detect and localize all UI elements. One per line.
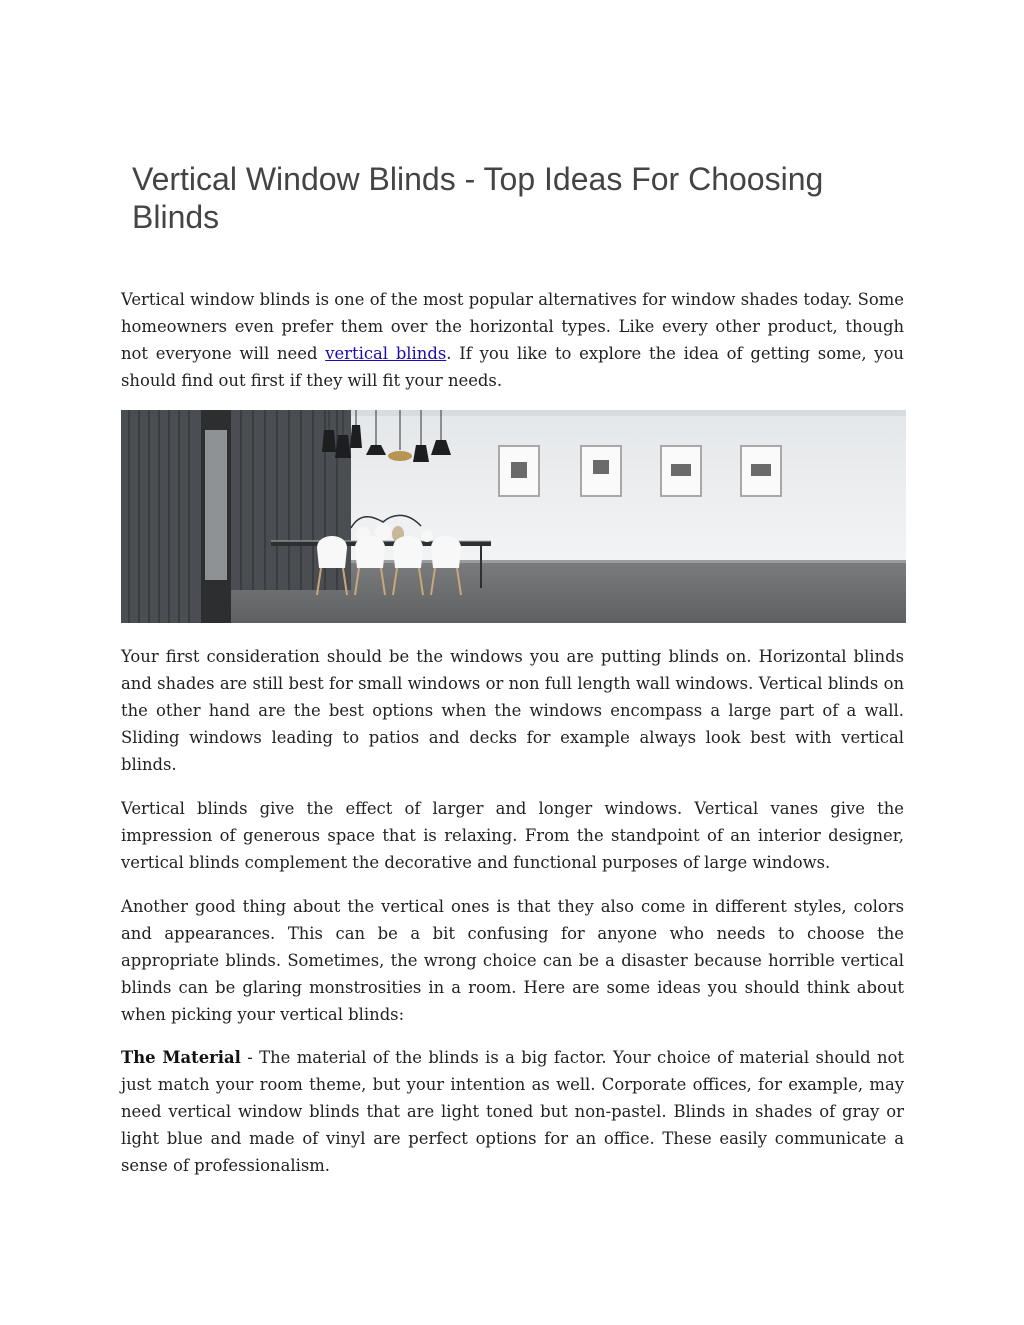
material-paragraph (121, 1044, 904, 1179)
styles-paragraph: Another good thing about the vertical ones is that they also come in different styles, colors and appearances. This can be a bit confusing for anyone who needs to choose the appropriate blinds. Sometimes, the wrong choice can be a disaster because horrible vertical blinds can be glaring monstrosities in a room. Here are some ideas you should think about when picking your vertical blinds: (121, 897, 904, 1024)
material-text: - The material of the blinds is a big factor. Your choice of material should not just match your room theme, but your intention as well. Corporate offices, for example, may need vertical window blinds that are light toned but non-pastel. Blinds in shades of gray or light blue and made of vinyl are perfect options for an office. These easily communicate a sense of professionalism. (121, 1048, 904, 1175)
vertical-blinds-link[interactable]: vertical blinds (325, 344, 447, 363)
material-heading: The Material (121, 1048, 241, 1067)
intro-text-end: . If you like to explore the idea of getting some, you should find out first if they will fit your needs. (121, 344, 904, 390)
windows-paragraph: Your first consideration should be the windows you are putting blinds on. Horizontal blinds and shades are still best for small windows or non full length wall windows. Vertical blinds on the other hand are the best options when the windows encompass a large part of a wall. Sliding windows leading to patios and decks for example always look best with vertical blinds. (121, 647, 904, 774)
intro-text-start: Vertical window blinds is one of the most popular alternatives for window shades today. Some homeowners even prefer them over the horizontal types. Like every other product, though not everyone will need (121, 290, 904, 363)
effect-paragraph: Vertical blinds give the effect of larger and longer windows. Vertical vanes give the impression of generous space that is relaxing. From the standpoint of an interior designer, vertical blinds complement the decorative and functional purposes of large windows. (121, 799, 904, 872)
intro-paragraph (121, 286, 904, 394)
room-with-vertical-blinds-photo (121, 410, 906, 623)
page-title: Vertical Window Blinds - Top Ideas For Choosing Blinds (132, 161, 824, 235)
